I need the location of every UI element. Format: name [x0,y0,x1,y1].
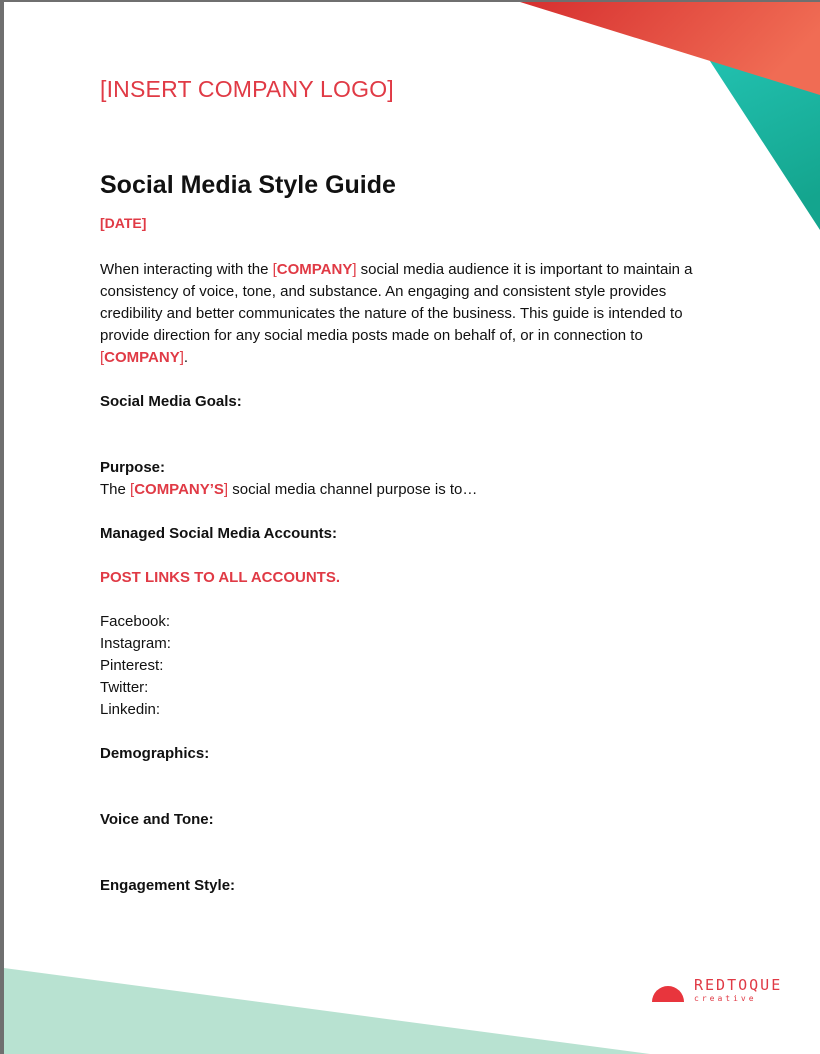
intro-text-2: social media audience it is important to maintain a consistency of voice, tone, and substance. An engaging and consistent style provides credibility and better communicates the nature of the business. This guide is intended to provide direction for any social media posts made on behalf of, or in connection to [100,261,693,344]
half-circle-toque-icon [650,978,686,1004]
brand-tagline: creative [694,994,757,1003]
bracket-open: [ [272,261,277,278]
accounts-heading: Managed Social Media Accounts: [100,525,337,542]
intro-text-1: When interacting with the [100,261,273,278]
account-facebook: Facebook: [100,613,171,630]
bracket-close: ] [179,349,184,366]
date-placeholder: [DATE] [100,215,147,231]
logo-placeholder: [INSERT COMPANY LOGO] [100,76,394,102]
page-title: Social Media Style Guide [100,171,396,199]
account-linkedin: Linkedin: [100,701,161,718]
bracket-open: [ [100,349,105,366]
account-pinterest: Pinterest: [100,657,164,674]
mint-bottom-shape [4,968,650,1054]
brand-logo [650,976,810,1006]
brand-name: REDTOQUE [694,976,783,994]
goals-heading: Social Media Goals: [100,393,242,410]
voice-tone-heading: Voice and Tone: [100,811,214,828]
bracket-close: ] [352,261,357,278]
company-placeholder: COMPANY [104,349,180,366]
intro-paragraph [100,259,730,369]
purpose-text-before: The [100,481,131,498]
account-twitter: Twitter: [100,679,149,696]
purpose-text [100,479,477,501]
demographics-heading: Demographics: [100,745,210,762]
company-placeholder: COMPANY [276,261,353,278]
accounts-list [100,611,171,721]
engagement-style-heading: Engagement Style: [100,877,236,894]
post-links-note: POST LINKS TO ALL ACCOUNTS. [100,569,341,586]
company-placeholder: COMPANY’S [134,481,224,498]
intro-text-3: . [183,349,189,366]
purpose-text-after: social media channel purpose is to… [228,481,478,498]
bracket-open: [ [130,481,135,498]
purpose-heading: Purpose: [100,459,166,476]
account-instagram: Instagram: [100,635,171,652]
bracket-close: ] [223,481,229,498]
